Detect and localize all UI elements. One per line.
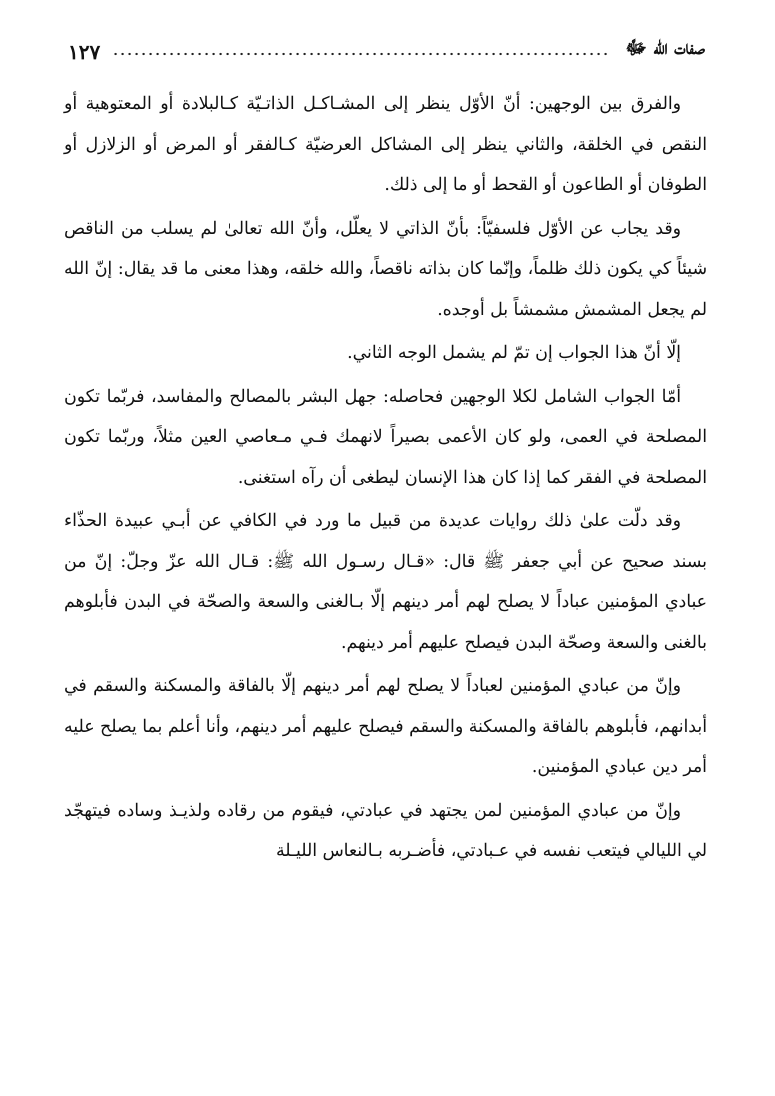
paragraph-narrations: وقد دلّت علىٰ ذلك روايات عديدة من قبيل ما ورد في الكافي عن أبـي عبيدة الحذّاء بسند صحيح عن أبي جعفر ﷺ قال: «قـال رسـول الله ﷺ: قـال الله عزّ وجلّ: إنّ من عبادي المؤمنين عباداً لا يصلح لهم أمر دينهم إلّا بـالغنى والسعة والصحّة في البدن فأبلوهم بالغنى والسعة وصحّة البدن فيصلح عليهم أمر دينهم. <box>64 511 707 653</box>
running-title: صفات الله ﷻ <box>625 37 705 59</box>
running-header <box>68 30 705 64</box>
paragraph-poverty-sickness: وإنّ من عبادي المؤمنين لعباداً لا يصلح لهم أمر دينهم إلّا بالفاقة والمسكنة والسقم في أبدانهم، فأبلوهم بالفاقة والمسكنة والسقم فيصلح عليهم أمر دينهم، وأنا أعلم بما يصلح عليه أمر دين عبادي المؤمنين. <box>64 676 707 777</box>
paragraph-second-aspect: إلّا أنّ هذا الجواب إن تمّ لم يشمل الوجه الثاني. <box>347 343 681 363</box>
body-text <box>64 84 707 875</box>
paragraph-comprehensive-answer: أمّا الجواب الشامل لكلا الوجهين فحاصله: جهل البشر بالمصالح والمفاسد، فربّما تكون المصلحة في العمى، ولو كان الأعمى بصيراً لانهمك فـي مـعاصي العين مثلاً، وربّما تكون المصلحة في الفقر كما إذا كان هذا الإنسان ليطغى أن رآه استغنى. <box>64 386 707 488</box>
leader-dots <box>110 51 611 57</box>
paragraph-philosophical-answer: وقد يجاب عن الأوّل فلسفيّاً: بأنّ الذاتي لا يعلّل، وأنّ الله تعالىٰ لم يسلب من الناقص شيئاً كي يكون ذلك ظلماً، وإنّما كان بذاته ناقصاً، والله خلقه، وهذا معنى ما قد يقال: إنّ الله لم يجعل المشمش مشمشاً بل أوجده. <box>64 218 707 320</box>
paragraph-difference: والفرق بين الوجهين: أنّ الأوّل ينظر إلى المشـاكـل الذاتـيّة كـالبلادة أو المعتوهية أو النقص في الخلقة، والثاني ينظر إلى المشاكل العرضيّة كـالفقر أو المرض أو الزلازل أو الطوفان أو الطاعون أو القحط أو ما إلى ذلك. <box>64 94 707 195</box>
page-number: ١٢٧ <box>68 40 101 64</box>
paragraph-worship: وإنّ من عبادي المؤمنين لمن يجتهد في عبادتي، فيقوم من رقاده ولذيـذ وساده فيتهجّد لي الليالي فيتعب نفسه في عـبادتي، فأضـربه بـالنعاس الليـلة <box>64 800 707 861</box>
